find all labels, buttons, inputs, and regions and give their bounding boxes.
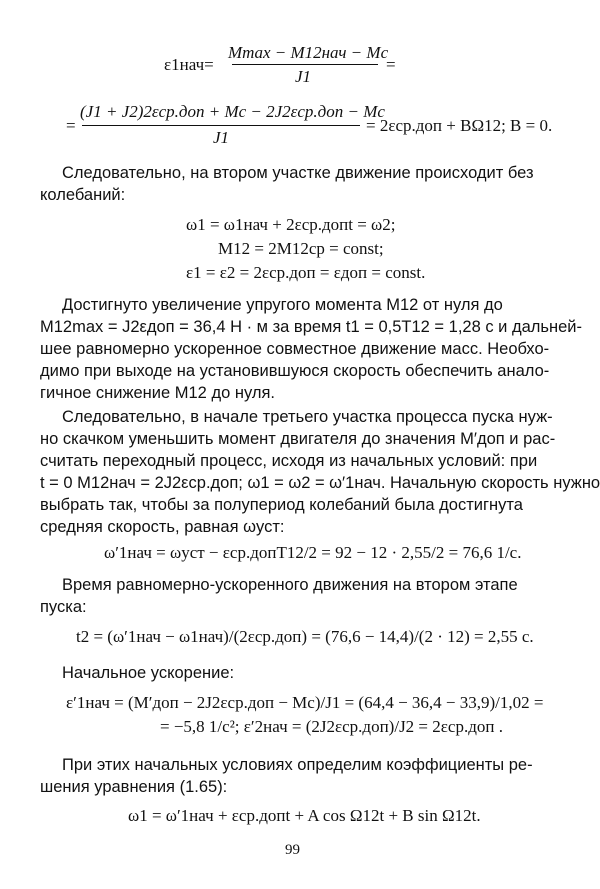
formula-eps1-lhs: ε1нач= [164,55,214,74]
para3-line3: считать переходный процесс, исходя из начальных условий: при [40,452,538,470]
para2-line5: гичное снижение M12 до нуля. [40,384,275,402]
para3-line4: t = 0 M12нач = 2J2εср.доп; ω1 = ω2 = ω′1нач. Начальную скорость нужно [40,474,600,492]
formula-eps1-fraction-bar [232,64,378,65]
formula-eps-prime-line1: ε′1нач = (M′доп − 2J2εср.доп − Mc)/J1 = (64,4 − 36,4 − 33,9)/1,02 = [66,693,544,712]
formula-eps1b-denominator: J1 [212,128,230,147]
para6-line2: шения уравнения (1.65): [40,778,228,796]
para4-line1: Время равномерно-ускоренного движения на втором этапе [62,576,518,594]
system-line1: ω1 = ω1нач + 2εср.допt = ω2; [186,215,396,234]
para3-line1: Следовательно, в начале третьего участка процесса пуска нуж- [62,408,553,426]
formula-eps1-numerator: Mmax − M12нач − Mc [228,43,389,62]
system-line3: ε1 = ε2 = 2εср.доп = εдоп = const. [186,263,426,282]
para2-line2: M12max = J2εдоп = 36,4 Н · м за время t1 = 0,5T12 = 1,28 с и дальней- [40,318,583,336]
para6-line1: При этих начальных условиях определим коэффициенты ре- [62,756,533,774]
formula-eps1b-tail: = 2εср.доп + BΩ12; B = 0. [366,116,553,135]
para4-line2: пуска: [40,598,87,616]
formula-eps1b-fraction-bar [82,125,360,126]
para3-line6: средняя скорость, равная ωуст: [40,518,285,536]
formula-t2: t2 = (ω′1нач − ω1нач)/(2εср.доп) = (76,6 − 14,4)/(2 · 12) = 2,55 с. [76,627,534,646]
system-line2: M12 = 2M12ср = const; [218,239,384,258]
formula-omega-prime: ω′1нач = ωуст − εср.допT12/2 = 92 − 12 · 2,55/2 = 76,6 1/с. [104,543,522,562]
para5: Начальное ускорение: [62,664,235,682]
para2-line3: шее равномерно ускоренное совместное движение масс. Необхо- [40,340,550,358]
formula-eps-prime-line2: = −5,8 1/с²; ε′2нач = (2J2εср.доп)/J2 = 2εср.доп . [160,717,503,736]
para1-line2: колебаний: [40,186,126,204]
para1-line1: Следовательно, на втором участке движение происходит без [62,164,534,182]
formula-final: ω1 = ω′1нач + εср.допt + A cos Ω12t + B sin Ω12t. [128,806,481,825]
formula-eps1-tail: = [386,55,396,74]
page-number: 99 [285,842,300,858]
formula-eps1-denominator: J1 [294,67,312,86]
para3-line5: выбрать так, чтобы за полупериод колебаний была достигнута [40,496,523,514]
para2-line1: Достигнуто увеличение упругого момента M12 от нуля до [62,296,503,314]
para3-line2: но скачком уменьшить момент двигателя до значения M′доп и рас- [40,430,556,448]
formula-eps1b-lead: = [66,116,76,135]
para2-line4: димо при выходе на установившуюся скорость обеспечить анало- [40,362,550,380]
formula-eps1b-numerator: (J1 + J2)2εср.доп + Mc − 2J2εср.доп − Mc [80,102,385,121]
